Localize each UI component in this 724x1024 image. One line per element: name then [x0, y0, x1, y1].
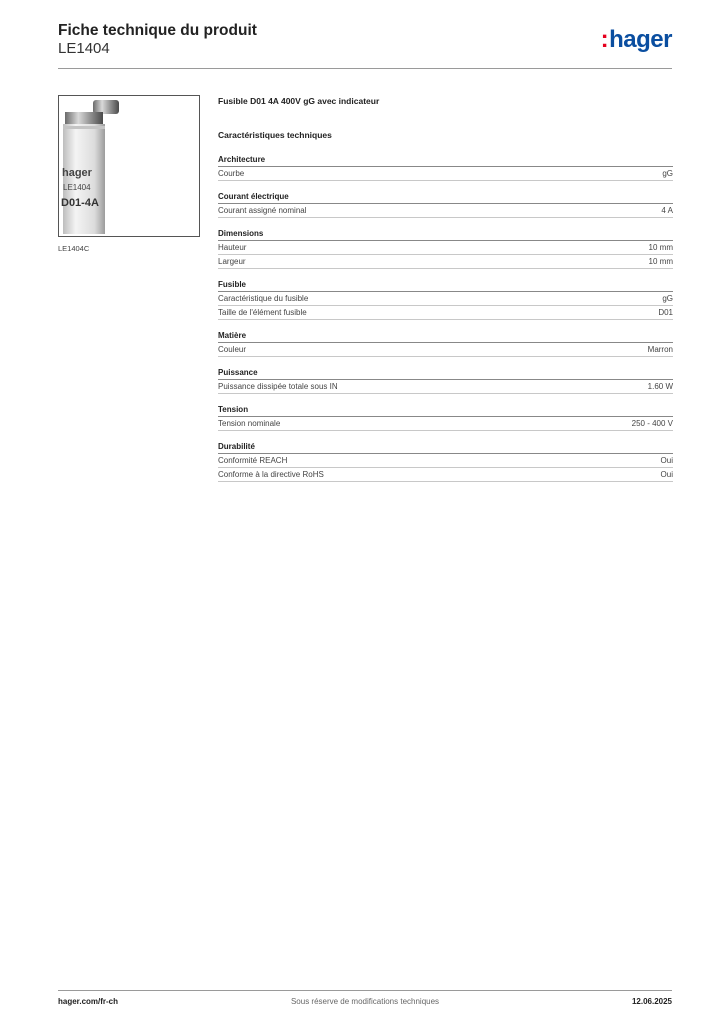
spec-group-title: Tension	[218, 405, 673, 417]
spec-content	[218, 96, 673, 482]
spec-value: Oui	[660, 456, 673, 465]
spec-group-title: Fusible	[218, 280, 673, 292]
spec-label: Largeur	[218, 257, 246, 266]
spec-value: gG	[662, 169, 673, 178]
spec-group	[218, 368, 673, 394]
footer-date: 12.06.2025	[631, 997, 672, 1006]
spec-value: 4 A	[661, 206, 673, 215]
spec-label: Conformité REACH	[218, 456, 288, 465]
spec-label: Couleur	[218, 345, 247, 354]
spec-label: Courbe	[218, 169, 245, 178]
spec-value: D01	[658, 308, 673, 317]
footer-divider	[58, 990, 672, 991]
spec-row	[218, 468, 673, 482]
spec-group	[218, 192, 673, 218]
page-header	[58, 22, 672, 68]
spec-group	[218, 331, 673, 357]
spec-value: Oui	[660, 470, 673, 479]
spec-group	[218, 155, 673, 181]
spec-label: Conforme à la directive RoHS	[218, 470, 324, 479]
footer-notice: Sous réserve de modifications techniques	[290, 997, 440, 1006]
spec-group	[218, 229, 673, 269]
page-title: Fiche technique du produit	[58, 22, 257, 39]
spec-value: 10 mm	[648, 243, 673, 252]
spec-row	[218, 454, 673, 468]
fuse-image	[59, 96, 199, 236]
spec-group-title: Durabilité	[218, 442, 673, 454]
spec-row	[218, 204, 673, 218]
spec-row	[218, 241, 673, 255]
spec-label: Hauteur	[218, 243, 247, 252]
product-reference: LE1404	[58, 40, 110, 57]
spec-row	[218, 167, 673, 181]
spec-group-title: Courant électrique	[218, 192, 673, 204]
spec-value: 250 - 400 V	[631, 419, 673, 428]
brand-logo	[601, 26, 672, 54]
spec-label: Taille de l'élément fusible	[218, 308, 307, 317]
logo-colon-icon: :	[600, 26, 609, 53]
spec-group	[218, 442, 673, 482]
spec-group-title: Matière	[218, 331, 673, 343]
spec-value: 10 mm	[648, 257, 673, 266]
spec-groups	[218, 155, 673, 482]
product-name: Fusible D01 4A 400V gG avec indicateur	[218, 96, 380, 106]
spec-value: gG	[662, 294, 673, 303]
header-divider	[58, 68, 672, 69]
footer-website: hager.com/fr-ch	[58, 997, 119, 1006]
fuse-print-ref: LE1404	[63, 183, 91, 192]
image-caption: LE1404C	[58, 244, 90, 253]
spec-group-title: Architecture	[218, 155, 673, 167]
spec-group-title: Dimensions	[218, 229, 673, 241]
product-image	[58, 95, 200, 237]
spec-row	[218, 417, 673, 431]
spec-row	[218, 292, 673, 306]
spec-value: Marron	[647, 345, 673, 354]
spec-row	[218, 380, 673, 394]
spec-label: Tension nominale	[218, 419, 281, 428]
spec-group	[218, 280, 673, 320]
fuse-print-rating: D01-4A	[61, 197, 99, 209]
spec-label: Courant assigné nominal	[218, 206, 307, 215]
spec-row	[218, 306, 673, 320]
spec-row	[218, 255, 673, 269]
brand-logo-text: hager	[609, 26, 672, 53]
spec-row	[218, 343, 673, 357]
spec-label: Puissance dissipée totale sous IN	[218, 382, 338, 391]
page-footer	[58, 997, 672, 1009]
fuse-print-brand: hager	[62, 167, 92, 179]
section-heading: Caractéristiques techniques	[218, 130, 332, 140]
spec-value: 1.60 W	[647, 382, 673, 391]
spec-label: Caractéristique du fusible	[218, 294, 309, 303]
spec-group	[218, 405, 673, 431]
spec-group-title: Puissance	[218, 368, 673, 380]
